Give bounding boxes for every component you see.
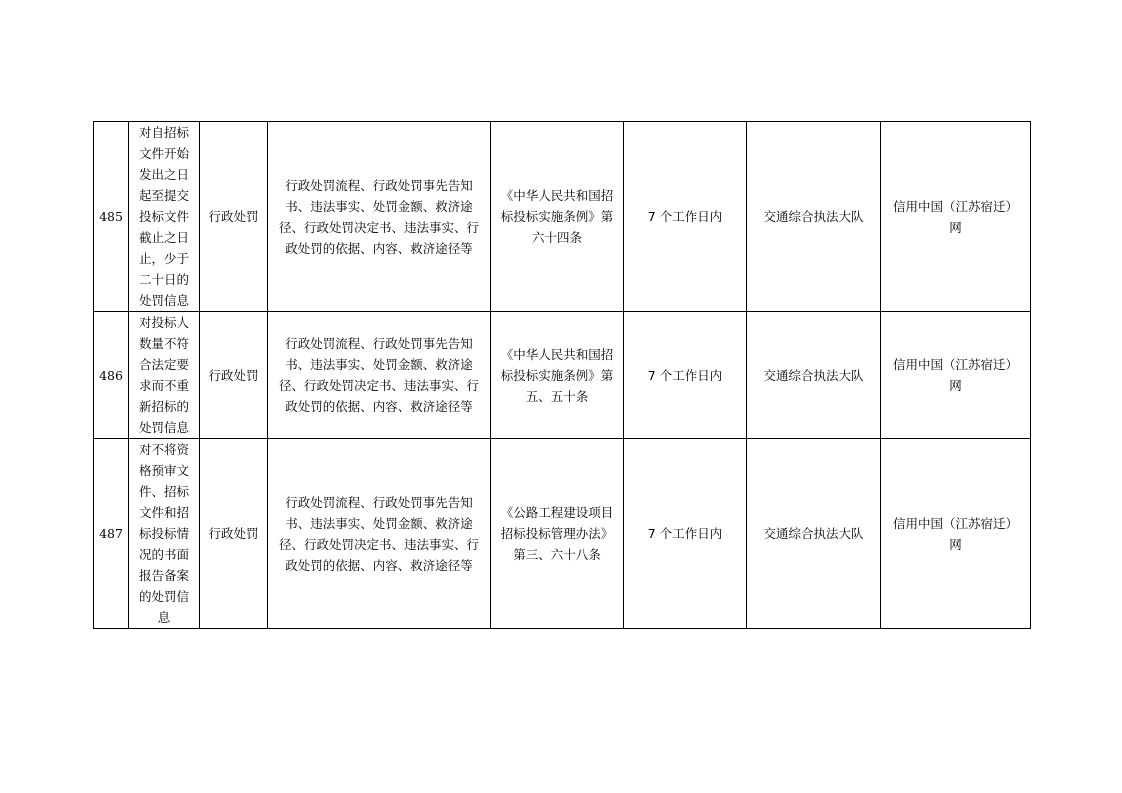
content-cell: 行政处罚流程、行政处罚事先告知书、违法事实、处罚金额、救济途径、行政处罚决定书、违法事实、行政处罚的依据、内容、救济途径等 xyxy=(268,439,491,629)
responsible-unit-cell: 交通综合执法大队 xyxy=(747,312,881,439)
category-cell: 行政处罚 xyxy=(200,122,268,312)
category-cell: 行政处罚 xyxy=(200,439,268,629)
responsible-unit-cell: 交通综合执法大队 xyxy=(747,122,881,312)
content-cell: 行政处罚流程、行政处罚事先告知书、违法事实、处罚金额、救济途径、行政处罚决定书、违法事实、行政处罚的依据、内容、救济途径等 xyxy=(268,312,491,439)
table-row xyxy=(94,122,1031,312)
row-number-cell: 486 xyxy=(94,312,129,439)
row-number-cell: 487 xyxy=(94,439,129,629)
category-cell: 行政处罚 xyxy=(200,312,268,439)
item-name-cell: 对投标人数量不符合法定要求而不重新招标的处罚信息 xyxy=(129,312,200,439)
deadline-cell: 7 个工作日内 xyxy=(624,312,747,439)
legal-basis-cell: 《中华人民共和国招标投标实施条例》第六十四条 xyxy=(491,122,624,312)
legal-basis-cell: 《公路工程建设项目招标投标管理办法》第三、六十八条 xyxy=(491,439,624,629)
table-row xyxy=(94,312,1031,439)
item-name-cell: 对自招标文件开始发出之日起至提交投标文件截止之日止，少于二十日的处罚信息 xyxy=(129,122,200,312)
publication-channel-cell: 信用中国（江苏宿迁）网 xyxy=(881,122,1031,312)
responsible-unit-cell: 交通综合执法大队 xyxy=(747,439,881,629)
publication-channel-cell: 信用中国（江苏宿迁）网 xyxy=(881,439,1031,629)
table-row xyxy=(94,439,1031,629)
publication-channel-cell: 信用中国（江苏宿迁）网 xyxy=(881,312,1031,439)
legal-basis-cell: 《中华人民共和国招标投标实施条例》第五、五十条 xyxy=(491,312,624,439)
deadline-cell: 7 个工作日内 xyxy=(624,122,747,312)
deadline-cell: 7 个工作日内 xyxy=(624,439,747,629)
disclosure-table xyxy=(93,121,1031,629)
row-number-cell: 485 xyxy=(94,122,129,312)
content-cell: 行政处罚流程、行政处罚事先告知书、违法事实、处罚金额、救济途径、行政处罚决定书、违法事实、行政处罚的依据、内容、救济途径等 xyxy=(268,122,491,312)
item-name-cell: 对不将资格预审文件、招标文件和招标投标情况的书面报告备案的处罚信息 xyxy=(129,439,200,629)
